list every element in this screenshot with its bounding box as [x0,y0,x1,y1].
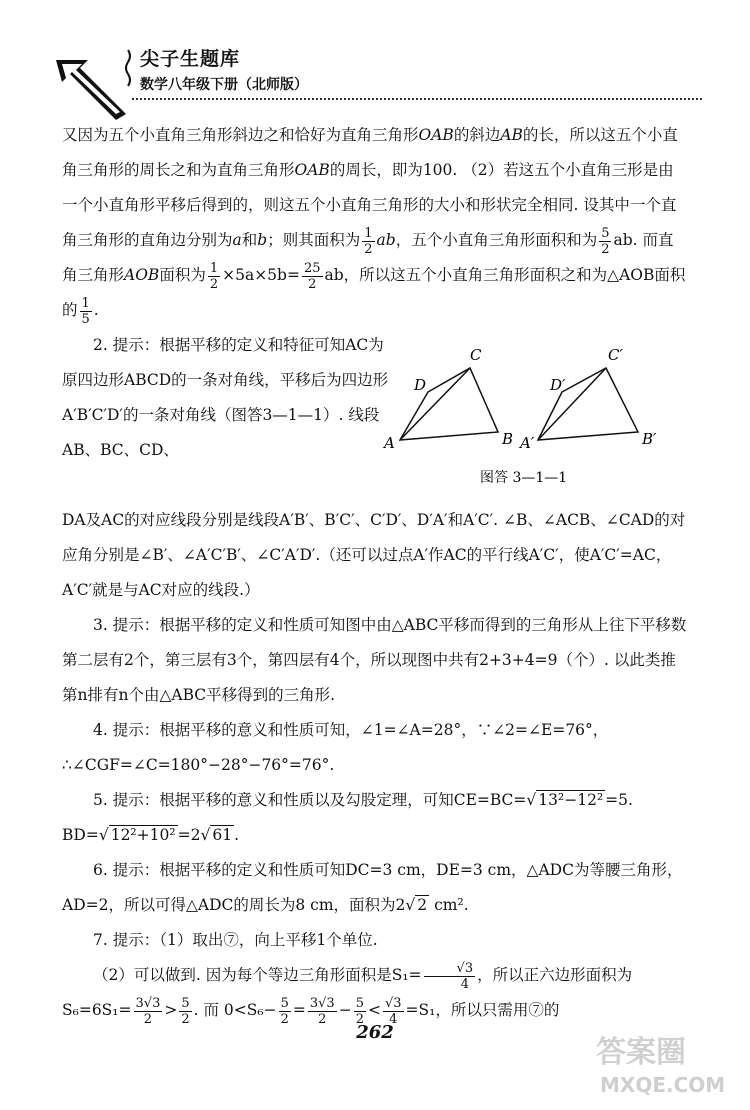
vertex-label: B′ [642,430,657,448]
quadrilateral-figure [380,320,680,500]
vertex-label: A [384,434,395,452]
vertex-label: D [414,376,427,394]
question-6: 6. 提示：根据平移的定义和性质可知DC=3 cm，DE=3 cm，△ADC为等腰三角形，AD=2，所以可得△ADC的周长为8 cm，面积为2√ 2 cm². [62,861,683,914]
fraction: $\frac{5}{2}$ [601,225,610,257]
question-7-part-1: 7. 提示：（1）取出⑦，向上平移1个单位. [93,931,378,949]
svg-text:答案圈: 答案圈 [596,1035,686,1070]
book-subtitle: 数学八年级下册（北师版） [140,77,308,93]
vertex-label: B [502,430,514,448]
svg-text:MXQE.COM: MXQE.COM [600,1073,726,1097]
question-4-line-1: 4. 提示：根据平移的意义和性质可知，∠1=∠A=28°，∵∠2=∠E=76°， [93,721,609,739]
fraction: $\frac{1}{2}$ [364,225,373,257]
figure-caption: 图答 3—1—1 [480,470,568,486]
fraction: $\frac{1}{2}$ [209,260,219,292]
book-title: 尖子生题库 [140,48,241,70]
page-number: 262 [356,1022,394,1043]
question-7-part-2: （2）可以做到. 因为每个等边三角形面积是S₁= $\frac{√3}{4}$ ，所以正六边形面积为 [93,960,633,992]
vertex-label: C′ [608,346,623,364]
vertex-label: A′ [520,434,535,452]
paragraph-continued: 又因为五个小直角三角形斜边之和恰好为直角三角形OAB的斜边AB的长，所以这五个小直角三角形的周长之和为直角三角形OAB的周长，即为100. （2）若这五个小直角三形是由一个小直角形平移后得到的，则这五个小直角三角形的大小和形状完全相同. 设其中一个直角三角形的直角边分别为a和b；则其面积为 $\frac{1}{2}$ ab，五个小直角三角形面积和为 $\frac{5}{2}$ ab. 而直角三角形AOB面积为 $\frac{1}{2}$ ×5a×5b= $\frac{25}{2}$ ab，所以这五个小直角三角形面积之和为△AOB面积的 $\frac{1}{5}$ . [62,126,686,327]
arrow-logo-icon [48,30,138,120]
page-content [62,118,688,1028]
fraction: $\frac{1}{5}$ [81,295,90,327]
question-7-part-2-continued: S₆=6S₁= $\frac{3√3}{2}$ > $\frac{5}{2}$ . 而 0<S₆− $\frac{5}{2}$ = $\frac{3√3}{2}$ − $\frac{5}{2}$ < $\frac{√3}{4}$ =S₁，所以只需用⑦的 [62,995,560,1027]
vertex-label: D′ [550,376,566,394]
question-5: 5. 提示：根据平移的意义和性质以及勾股定理，可知CE=BC=√ 13²−12² =5. [93,791,633,809]
question-3: 3. 提示：根据平移的定义和性质可知图中由△ABC平移而得到的三角形从上往下平移数第二层有2个，第三层有3个，第四层有4个，所以现图中共有2+3+4=9（个）. 以此类推第n排有n个由△ABC平移得到的三角形. [62,616,687,704]
question-5-continued: BD=√ 12²+10² =2√ 61 . [62,826,239,844]
vertex-label: C [470,346,482,364]
question-2-text: 2. 提示：根据平移的定义和特征可知AC为原四边形ABCD的一条对角线，平移后为四边形A′B′C′D′的一条对角线（图答3—1—1）. 线段AB、BC、CD、 [62,336,389,459]
page-header [48,30,688,130]
header-divider [132,98,702,100]
question-4-line-2: ∴∠CGF=∠C=180°−28°−76°=76°. [62,756,335,774]
question-2-continued: DA及AC的对应线段分别是线段A′B′、B′C′、C′D′、D′A′和A′C′. ∠B、∠ACB、∠CAD的对应角分别是∠B′、∠A′C′B′、∠C′A′D′.（还可以过点A′作AC的平行线A′C′，使A′C′=AC，A′C′就是与AC对应的线段.） [62,511,686,599]
fraction: $\frac{25}{2}$ [303,260,321,292]
watermark-logo [590,1022,740,1102]
question-2-block [62,328,688,503]
